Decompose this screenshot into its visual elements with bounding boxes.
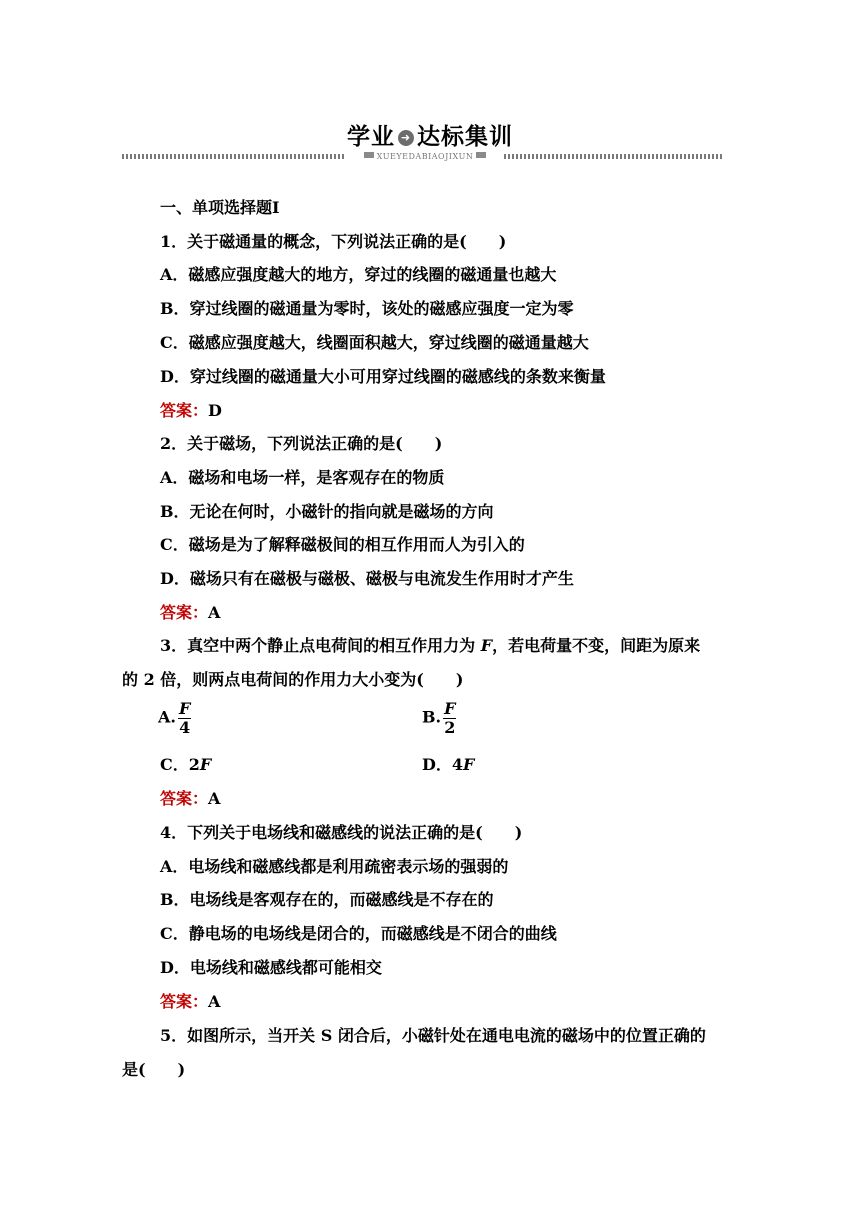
fraction-denominator: 2 [444, 717, 456, 737]
question-3-option-d [422, 752, 474, 775]
subtitle-block-left [364, 152, 374, 158]
question-2-option-c: C．磁场是为了解释磁极间的相互作用而人为引入的 [160, 535, 525, 554]
question-1-option-b: B．穿过线圈的磁通量为零时，该处的磁感应强度一定为零 [160, 299, 574, 318]
option-b-label: B. [422, 707, 442, 727]
answer-label: 答案： [160, 992, 209, 1011]
option-c-label: C．2 [160, 755, 200, 774]
question-4-option-c: C．静电场的电场线是闭合的，而磁感线是不闭合的曲线 [160, 924, 557, 943]
arrow-icon: ➜ [398, 130, 414, 146]
answer-value: A [208, 992, 221, 1011]
title-left: 学业 [347, 124, 395, 150]
question-1-option-a: A．磁感应强度越大的地方，穿过的线圈的磁通量也越大 [160, 265, 557, 284]
question-3-stem-line1 [160, 633, 700, 656]
question-3-stem-line2: 的 2 倍，则两点电荷间的作用力大小变为( ) [122, 670, 464, 689]
question-1-stem: 1．关于磁通量的概念，下列说法正确的是( ) [160, 232, 507, 251]
question-5-stem-line2: 是( ) [122, 1060, 186, 1079]
question-4-option-b: B．电场线是客观存在的，而磁感线是不存在的 [160, 890, 494, 909]
option-a-label: A. [158, 707, 176, 727]
question-2-option-b: B．无论在何时，小磁针的指向就是磁场的方向 [160, 502, 494, 521]
stem-text-b: ，若电荷量不变，间距为原来 [492, 636, 701, 655]
question-4-option-a: A．电场线和磁感线都是利用疏密表示场的强弱的 [160, 857, 509, 876]
subtitle-text: XUEYEDABIAOJIXUN [376, 152, 474, 161]
stem-text-a: 3．真空中两个静止点电荷间的相互作用力为 [160, 636, 481, 655]
fraction-denominator: 4 [179, 717, 191, 737]
option-d-var: F [463, 755, 475, 774]
question-5-stem-line1: 5．如图所示，当开关 S 闭合后，小磁针处在通电电流的磁场中的位置正确的 [160, 1026, 706, 1045]
question-1-answer [160, 398, 222, 421]
question-1-option-d: D．穿过线圈的磁通量大小可用穿过线圈的磁感线的条数来衡量 [160, 367, 606, 386]
question-1-option-c: C．磁感应强度越大，线圈面积越大，穿过线圈的磁通量越大 [160, 333, 589, 352]
option-c-var: F [199, 755, 212, 774]
answer-label: 答案： [160, 401, 209, 420]
header-rule-left [122, 154, 346, 159]
stem-var-f: F [480, 636, 493, 655]
answer-value: A [208, 789, 221, 808]
answer-label: 答案： [160, 789, 209, 808]
question-4-answer [160, 989, 220, 1012]
question-2-stem: 2．关于磁场，下列说法正确的是( ) [160, 434, 443, 453]
option-d-label: D．4 [422, 755, 464, 774]
fraction-f-over-2 [443, 700, 456, 736]
question-2-option-a: A．磁场和电场一样，是客观存在的物质 [160, 468, 445, 487]
question-4-stem: 4．下列关于电场线和磁感线的说法正确的是( ) [160, 823, 523, 842]
question-4-option-d: D．电场线和磁感线都可能相交 [160, 958, 382, 977]
section-heading: 一、单项选择题Ⅰ [160, 198, 280, 217]
header-rule-right [504, 154, 724, 159]
question-3-option-a [158, 700, 191, 736]
answer-value: D [208, 401, 222, 420]
answer-value: A [208, 603, 221, 622]
answer-label: 答案： [160, 603, 209, 622]
question-2-answer [160, 600, 220, 623]
question-3-option-b [422, 700, 456, 736]
title-right: 达标集训 [417, 124, 513, 150]
fraction-numerator: F [444, 699, 456, 718]
page-title [0, 118, 860, 151]
header-subtitle [346, 151, 504, 162]
fraction-numerator: F [178, 699, 191, 718]
question-3-option-c [160, 752, 211, 775]
subtitle-block-right [476, 152, 486, 158]
question-2-option-d: D．磁场只有在磁极与磁极、磁极与电流发生作用时才产生 [160, 569, 574, 588]
question-3-answer [160, 786, 220, 809]
fraction-f-over-4 [178, 700, 191, 736]
